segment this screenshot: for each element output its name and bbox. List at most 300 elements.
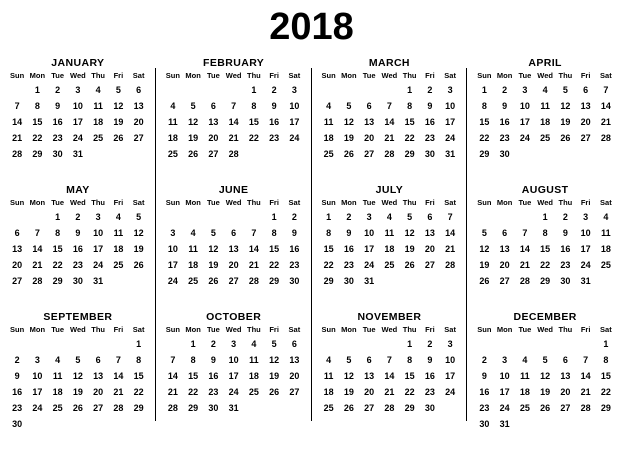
day-cell-empty: [284, 147, 304, 163]
day-cell: 25: [323, 149, 334, 159]
day-cell: 8: [603, 355, 609, 365]
day-of-week-header: Thu: [247, 198, 261, 207]
day-cell: 12: [560, 101, 571, 111]
day-of-week-header: Wed: [70, 71, 86, 80]
month-title: JANUARY: [51, 57, 105, 69]
day-cell: 14: [445, 228, 456, 238]
day-of-week-header: Sun: [477, 325, 492, 334]
day-cell: 8: [542, 228, 548, 238]
day-cell: 20: [228, 260, 239, 270]
day-cell: 4: [522, 355, 528, 365]
day-of-week-header: Wed: [225, 325, 242, 334]
day-cell-empty: [27, 337, 47, 353]
day-cell: 5: [271, 339, 277, 349]
day-cell: 27: [424, 260, 435, 270]
day-cell: 21: [445, 244, 456, 254]
day-cell: 4: [326, 355, 332, 365]
day-cell: 2: [14, 355, 20, 365]
day-cell: 5: [346, 355, 352, 365]
day-cell: 11: [168, 117, 178, 127]
day-cell: 27: [364, 149, 375, 159]
month-title: OCTOBER: [206, 311, 262, 323]
day-cell: 3: [95, 212, 101, 222]
day-cell: 19: [133, 244, 144, 254]
day-cell-empty: [515, 210, 535, 226]
year-title: 2018: [269, 6, 354, 48]
day-cell: 11: [249, 355, 259, 365]
day-of-week-header: Tue: [362, 71, 376, 80]
day-of-week-header: Mon: [496, 325, 513, 334]
day-cell-empty: [576, 417, 596, 433]
day-of-week-header: Thu: [247, 71, 261, 80]
day-cell: 21: [580, 387, 591, 397]
day-cell-empty: [535, 337, 555, 353]
day-cell: 14: [600, 101, 611, 111]
day-cell: 25: [600, 260, 611, 270]
day-cell: 29: [540, 276, 551, 286]
day-of-week-header: Tue: [206, 325, 220, 334]
day-cell: 27: [228, 276, 239, 286]
day-cell-empty: [495, 210, 515, 226]
day-of-week-header: Fri: [269, 198, 279, 207]
calendar-grid: [0, 54, 623, 457]
day-cell-empty: [129, 417, 149, 433]
day-cell: 6: [136, 85, 142, 95]
day-cell-empty: [379, 274, 399, 290]
day-cell: 6: [95, 355, 101, 365]
day-cell: 24: [499, 403, 510, 413]
day-cell: 23: [479, 403, 490, 413]
day-of-week-header: Wed: [537, 325, 553, 334]
day-cell: 23: [289, 260, 300, 270]
day-cell: 21: [167, 387, 178, 397]
day-cell-empty: [576, 337, 596, 353]
day-of-week-header: Mon: [185, 71, 201, 80]
day-cell: 19: [343, 133, 354, 143]
day-of-week-header: Sat: [132, 198, 145, 207]
day-cell: 17: [445, 371, 456, 381]
day-cell: 22: [404, 133, 415, 143]
day-cell: 30: [499, 149, 510, 159]
day-cell: 29: [269, 276, 280, 286]
day-cell: 8: [271, 228, 277, 238]
day-cell: 9: [346, 228, 352, 238]
day-cell: 23: [208, 387, 219, 397]
day-cell: 28: [384, 403, 395, 413]
day-cell: 13: [93, 371, 104, 381]
day-of-week-header: Tue: [206, 198, 220, 207]
day-cell: 13: [364, 371, 375, 381]
day-cell: 5: [115, 85, 121, 95]
month-days-grid: [319, 196, 461, 290]
day-cell: 28: [228, 149, 239, 159]
month-days-grid: [163, 69, 305, 163]
day-cell: 31: [93, 276, 104, 286]
day-cell-empty: [440, 401, 460, 417]
day-cell: 7: [583, 355, 589, 365]
day-cell: 3: [583, 212, 589, 222]
day-cell: 23: [269, 133, 280, 143]
day-cell: 30: [560, 276, 571, 286]
day-of-week-header: Mon: [29, 198, 46, 207]
day-cell: 26: [113, 133, 124, 143]
day-cell: 7: [115, 355, 121, 365]
day-cell: 27: [580, 133, 591, 143]
day-cell: 4: [170, 101, 176, 111]
month-september: [0, 308, 156, 457]
day-cell: 17: [167, 260, 178, 270]
day-cell: 24: [519, 133, 530, 143]
day-cell: 20: [133, 117, 144, 127]
day-of-week-header: Wed: [70, 325, 86, 334]
day-cell-empty: [244, 210, 264, 226]
day-cell: 5: [190, 101, 196, 111]
day-cell-empty: [7, 83, 27, 99]
day-cell: 14: [248, 244, 259, 254]
day-cell: 19: [479, 260, 490, 270]
day-cell: 28: [519, 276, 530, 286]
day-of-week-header: Thu: [247, 325, 261, 334]
day-cell-empty: [555, 337, 575, 353]
day-cell: 9: [14, 371, 20, 381]
day-cell: 8: [136, 355, 142, 365]
day-of-week-header: Sat: [600, 198, 612, 207]
day-cell: 23: [52, 133, 63, 143]
day-cell: 30: [208, 403, 219, 413]
day-cell: 12: [72, 371, 83, 381]
day-cell: 26: [479, 276, 490, 286]
day-of-week-header: Sun: [165, 71, 180, 80]
day-cell: 22: [404, 387, 415, 397]
day-cell: 19: [72, 387, 83, 397]
day-of-week-header: Sun: [321, 71, 336, 80]
day-cell: 22: [188, 387, 199, 397]
day-cell-empty: [108, 337, 128, 353]
day-cell-empty: [163, 83, 183, 99]
day-cell: 9: [502, 101, 508, 111]
day-cell: 4: [603, 212, 609, 222]
day-cell-empty: [339, 83, 359, 99]
month-december: [467, 308, 623, 457]
day-cell: 16: [343, 244, 354, 254]
day-cell: 7: [386, 101, 392, 111]
day-cell: 10: [580, 228, 591, 238]
day-cell: 25: [167, 149, 178, 159]
day-cell: 20: [93, 387, 104, 397]
day-cell: 13: [560, 371, 571, 381]
day-cell-empty: [163, 337, 183, 353]
day-of-week-header: Thu: [558, 325, 573, 334]
day-cell: 10: [32, 371, 43, 381]
day-cell: 23: [12, 403, 23, 413]
day-cell: 21: [384, 133, 395, 143]
day-cell: 19: [560, 117, 571, 127]
day-cell: 29: [404, 403, 415, 413]
day-cell: 27: [12, 276, 23, 286]
day-of-week-header: Thu: [402, 71, 417, 80]
day-cell: 20: [580, 117, 591, 127]
day-cell: 18: [113, 244, 124, 254]
day-cell: 22: [323, 260, 334, 270]
day-cell: 3: [291, 85, 297, 95]
day-cell: 4: [190, 228, 196, 238]
day-of-week-header: Mon: [29, 325, 46, 334]
day-cell: 22: [269, 260, 280, 270]
month-october: [156, 308, 312, 457]
day-cell: 9: [427, 355, 433, 365]
day-of-week-header: Wed: [70, 198, 86, 207]
month-days-grid: [474, 196, 616, 290]
day-cell: 25: [323, 403, 334, 413]
day-cell-empty: [88, 417, 108, 433]
day-of-week-header: Fri: [269, 71, 279, 80]
day-cell: 12: [113, 101, 124, 111]
day-cell: 16: [12, 387, 23, 397]
month-title: AUGUST: [521, 184, 569, 196]
day-cell: 3: [502, 355, 508, 365]
day-of-week-header: Fri: [113, 325, 124, 334]
day-cell: 21: [384, 387, 395, 397]
day-cell: 17: [32, 387, 43, 397]
month-title: FEBRUARY: [203, 57, 265, 69]
day-cell: 28: [248, 276, 259, 286]
day-cell-empty: [108, 417, 128, 433]
day-cell: 19: [540, 387, 551, 397]
day-cell: 20: [208, 133, 219, 143]
day-cell: 14: [228, 117, 239, 127]
day-cell-empty: [27, 417, 47, 433]
day-cell: 1: [326, 212, 332, 222]
day-cell: 9: [271, 101, 277, 111]
day-cell: 22: [133, 387, 144, 397]
day-cell: 13: [289, 355, 300, 365]
day-cell: 15: [540, 244, 551, 254]
day-of-week-header: Wed: [381, 71, 398, 80]
day-of-week-header: Wed: [537, 198, 553, 207]
day-cell: 5: [210, 228, 216, 238]
day-cell: 4: [251, 339, 257, 349]
day-cell: 30: [424, 149, 435, 159]
day-cell: 1: [271, 212, 277, 222]
day-cell: 2: [481, 355, 487, 365]
day-cell-empty: [474, 210, 494, 226]
day-cell-empty: [555, 417, 575, 433]
day-cell-empty: [48, 337, 68, 353]
day-cell: 16: [289, 244, 300, 254]
day-cell: 17: [445, 117, 456, 127]
day-cell: 7: [231, 101, 237, 111]
day-cell: 22: [479, 133, 490, 143]
day-cell-empty: [319, 337, 339, 353]
day-cell-empty: [183, 210, 203, 226]
day-cell: 24: [93, 260, 104, 270]
day-of-week-header: Fri: [113, 198, 124, 207]
day-cell: 17: [499, 387, 510, 397]
day-cell: 3: [231, 339, 237, 349]
day-cell: 16: [208, 371, 219, 381]
day-cell: 2: [427, 339, 433, 349]
day-cell: 6: [291, 339, 297, 349]
day-cell: 29: [188, 403, 199, 413]
day-cell: 1: [136, 339, 142, 349]
day-cell: 13: [208, 117, 219, 127]
day-cell: 7: [522, 228, 528, 238]
month-days-grid: [319, 69, 461, 163]
day-cell-empty: [183, 83, 203, 99]
day-of-week-header: Sat: [444, 198, 456, 207]
day-cell: 14: [32, 244, 43, 254]
month-august: [467, 181, 623, 308]
day-of-week-header: Sat: [288, 325, 301, 334]
day-cell: 26: [343, 149, 354, 159]
day-cell: 15: [133, 371, 144, 381]
day-cell: 11: [113, 228, 124, 238]
day-cell: 15: [404, 117, 415, 127]
day-cell: 30: [52, 149, 63, 159]
day-cell: 25: [113, 260, 124, 270]
day-cell: 25: [384, 260, 395, 270]
day-cell-empty: [244, 401, 264, 417]
day-cell: 3: [447, 339, 453, 349]
day-cell: 18: [323, 133, 334, 143]
day-cell: 8: [34, 101, 40, 111]
day-cell: 6: [583, 85, 589, 95]
day-cell: 17: [289, 117, 300, 127]
day-cell: 15: [404, 371, 415, 381]
day-cell: 1: [481, 85, 487, 95]
month-january: [0, 54, 156, 181]
day-cell: 29: [479, 149, 490, 159]
day-of-week-header: Fri: [580, 198, 591, 207]
day-cell: 9: [562, 228, 568, 238]
day-of-week-header: Sat: [132, 325, 145, 334]
day-cell: 26: [133, 260, 144, 270]
day-cell-empty: [163, 210, 183, 226]
day-of-week-header: Sat: [444, 71, 456, 80]
day-of-week-header: Sun: [321, 325, 336, 334]
day-of-week-header: Sun: [477, 71, 492, 80]
day-cell: 29: [323, 276, 334, 286]
day-cell: 17: [72, 117, 83, 127]
day-cell: 20: [289, 371, 300, 381]
month-april: [467, 54, 623, 181]
day-cell: 9: [55, 101, 61, 111]
day-cell: 16: [424, 371, 435, 381]
day-of-week-header: Sat: [288, 71, 301, 80]
day-cell: 25: [93, 133, 104, 143]
day-cell: 10: [72, 101, 83, 111]
day-cell-empty: [535, 417, 555, 433]
day-of-week-header: Wed: [537, 71, 553, 80]
day-cell: 2: [502, 85, 508, 95]
day-cell: 19: [404, 244, 415, 254]
day-cell: 6: [562, 355, 568, 365]
day-cell: 12: [540, 371, 551, 381]
day-cell: 18: [93, 117, 104, 127]
day-cell-empty: [27, 210, 47, 226]
day-cell: 25: [52, 403, 63, 413]
day-cell: 9: [481, 371, 487, 381]
day-cell-empty: [88, 337, 108, 353]
day-cell: 25: [248, 387, 259, 397]
day-cell: 15: [248, 117, 259, 127]
day-cell: 10: [228, 355, 239, 365]
day-cell: 25: [519, 403, 530, 413]
day-cell: 21: [228, 133, 239, 143]
day-cell: 20: [12, 260, 23, 270]
day-cell: 28: [384, 149, 395, 159]
month-march: [312, 54, 468, 181]
day-cell: 23: [72, 260, 83, 270]
day-cell-empty: [359, 337, 379, 353]
day-of-week-header: Thu: [91, 198, 105, 207]
month-title: MAY: [66, 184, 90, 196]
day-of-week-header: Sun: [165, 325, 180, 334]
day-of-week-header: Mon: [29, 71, 46, 80]
day-cell: 15: [600, 371, 611, 381]
month-june: [156, 181, 312, 308]
day-of-week-header: Tue: [206, 71, 220, 80]
day-cell: 15: [269, 244, 280, 254]
day-cell: 16: [424, 117, 435, 127]
day-cell: 5: [562, 85, 568, 95]
day-cell: 11: [323, 117, 334, 127]
day-of-week-header: Fri: [425, 198, 435, 207]
day-cell: 13: [133, 101, 144, 111]
month-title: JULY: [375, 184, 404, 196]
day-cell: 30: [424, 403, 435, 413]
day-cell: 4: [115, 212, 121, 222]
day-cell: 1: [407, 85, 413, 95]
day-of-week-header: Mon: [496, 198, 513, 207]
day-cell: 25: [540, 133, 551, 143]
day-cell-empty: [129, 274, 149, 290]
day-of-week-header: Fri: [580, 71, 591, 80]
day-cell: 13: [12, 244, 23, 254]
day-cell: 16: [560, 244, 571, 254]
day-cell: 20: [364, 387, 375, 397]
day-of-week-header: Mon: [341, 325, 357, 334]
day-cell: 25: [188, 276, 199, 286]
day-cell: 14: [12, 117, 23, 127]
month-november: [312, 308, 468, 457]
day-cell: 9: [291, 228, 297, 238]
day-cell: 4: [95, 85, 101, 95]
day-cell: 6: [210, 101, 216, 111]
month-july: [312, 181, 468, 308]
day-of-week-header: Sun: [477, 198, 492, 207]
day-cell-empty: [108, 147, 128, 163]
day-of-week-header: Mon: [185, 198, 201, 207]
day-cell-empty: [264, 147, 284, 163]
day-of-week-header: Thu: [91, 71, 105, 80]
day-cell: 8: [190, 355, 196, 365]
day-cell: 1: [190, 339, 196, 349]
day-cell: 5: [481, 228, 487, 238]
day-cell: 14: [580, 371, 591, 381]
day-cell-empty: [203, 83, 223, 99]
day-cell: 11: [323, 371, 334, 381]
day-cell: 15: [52, 244, 63, 254]
day-cell: 24: [445, 133, 456, 143]
day-of-week-header: Thu: [91, 325, 105, 334]
day-cell: 12: [343, 371, 354, 381]
day-cell: 19: [188, 133, 199, 143]
day-of-week-header: Mon: [185, 325, 201, 334]
day-cell: 10: [445, 355, 456, 365]
day-cell-empty: [284, 401, 304, 417]
day-cell: 2: [75, 212, 81, 222]
